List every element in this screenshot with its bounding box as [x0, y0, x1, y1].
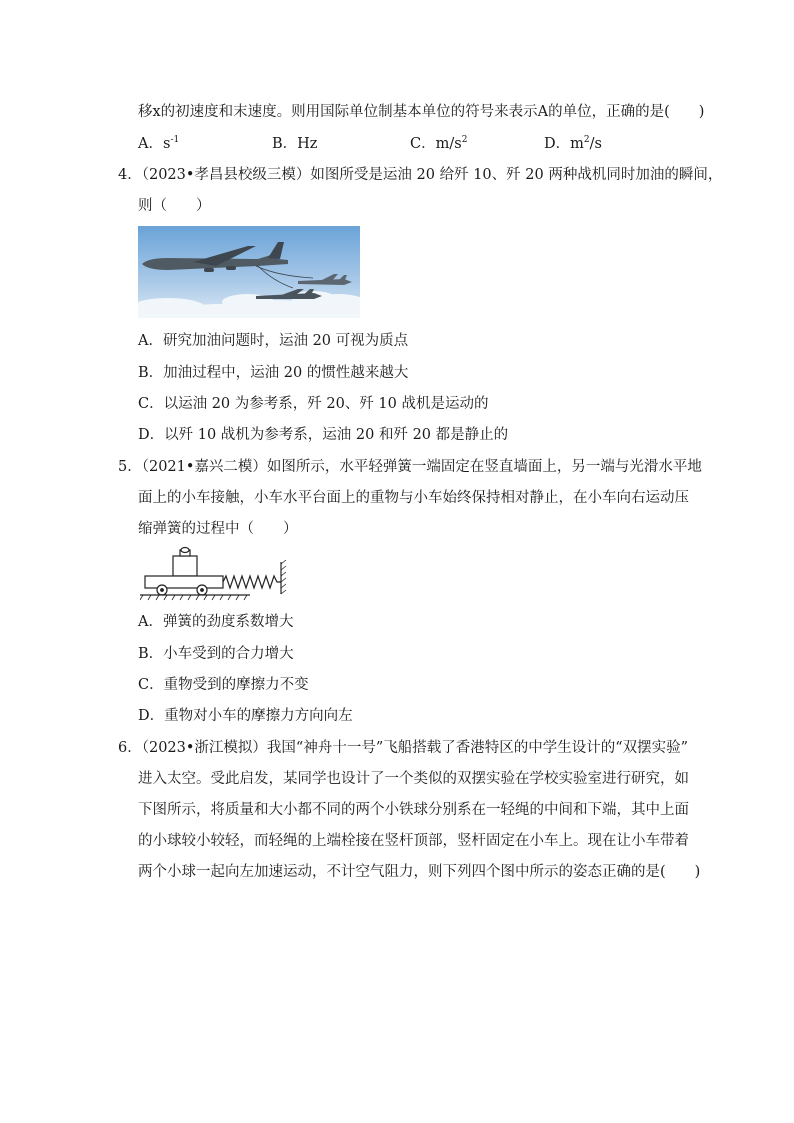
q5-stem-line3: 缩弹簧的过程中（ ）: [138, 521, 298, 537]
spring: [223, 576, 281, 588]
q4-option-d: D．以歼 10 战机为参考系，运油 20 和歼 20 都是静止的: [138, 427, 509, 443]
option-text: m: [570, 136, 584, 152]
q6-stem-line3: 下图所示，将质量和大小都不同的两个小铁球分别系在一轻绳的中间和下端，其中上面: [138, 802, 689, 818]
q6-stem-line5: 两个小球一起向左加速运动，不计空气阻力，则下列四个图中所示的姿态正确的是( ): [138, 864, 701, 880]
option-text: Hz: [297, 136, 318, 152]
option-letter: B．: [272, 136, 298, 152]
option-superscript: 2: [583, 135, 590, 145]
option-text: s: [162, 136, 171, 152]
option-letter: A．: [138, 136, 163, 152]
q6-stem-line1: 6．（2023•浙江模拟）我国“神舟十一号”飞船搭载了香港特区的中学生设计的“双摆实验”: [118, 740, 689, 756]
q3-option-c: [410, 134, 467, 154]
option-letter: D．: [544, 136, 571, 152]
q4-stem-line1: 4．（2023•孝昌县校级三模）如图所受是运油 20 给歼 10、歼 20 两种战机同时加油的瞬间，: [118, 167, 723, 183]
option-superscript: -1: [170, 135, 180, 145]
cart-body: [145, 576, 223, 588]
q5-stem-line1: 5．（2021•嘉兴二模）如图所示，水平轻弹簧一端固定在竖直墙面上，另一端与光滑水平地: [118, 459, 702, 475]
q6-stem-line4: 的小球较小较轻，而轻绳的上端栓接在竖杆顶部，竖杆固定在小车上。现在让小车带着: [138, 833, 689, 849]
q5-stem-line2: 面上的小车接触，小车水平台面上的重物与小车始终保持相对静止，在小车向右运动压: [138, 490, 689, 506]
q5-option-d: D．重物对小车的摩擦力方向向左: [138, 708, 353, 724]
q5-option-a: A．弹簧的劲度系数增大: [138, 614, 294, 630]
q4-option-c: C．以运油 20 为参考系，歼 20、歼 10 战机是运动的: [138, 396, 489, 412]
q5-option-b: B．小车受到的合力增大: [138, 646, 294, 662]
option-letter: C．: [410, 136, 436, 152]
q4-option-b: B．加油过程中，运油 20 的惯性越来越大: [138, 365, 409, 381]
q4-stem-line2: 则（ ）: [138, 198, 211, 214]
q3-option-a: [138, 134, 179, 154]
q5-option-c: C．重物受到的摩擦力不变: [138, 677, 309, 693]
q4-option-a: A．研究加油问题时，运油 20 可视为质点: [138, 333, 409, 349]
weight-block: [173, 556, 197, 576]
option-text-tail: /s: [589, 136, 602, 152]
option-superscript: 2: [461, 135, 468, 145]
q3-option-d: [544, 134, 602, 154]
q3-option-b: [272, 134, 317, 154]
refueling-photo: [138, 226, 360, 318]
cart-spring-diagram: [140, 546, 292, 604]
q3-continuation-text: 移x的初速度和末速度。则用国际单位制基本单位的符号来表示A的单位，正确的是( ): [138, 104, 705, 120]
q6-stem-line2: 进入太空。受此启发，某同学也设计了一个类似的双摆实验在学校实验室进行研究，如: [138, 771, 689, 787]
option-text: m/s: [435, 136, 462, 152]
